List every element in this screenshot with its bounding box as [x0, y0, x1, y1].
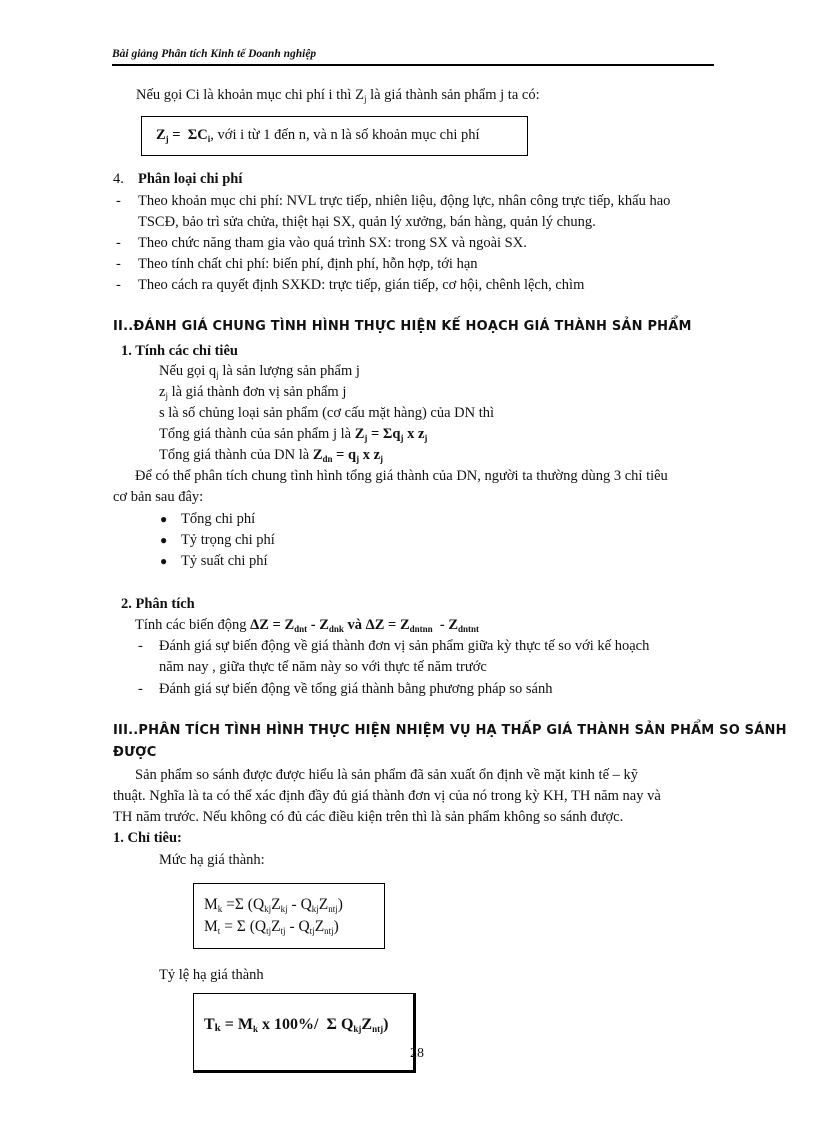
- section3-para: Sản phẩm so sánh được được hiểu là sản phẩm đã sản xuất ổn định về mặt kinh tế – kỹ: [135, 767, 639, 783]
- header-title: Bài giảng Phân tích Kinh tế Doanh nghiệp: [112, 48, 317, 60]
- bullet-item: Tổng chi phí: [181, 511, 256, 527]
- dash: -: [138, 638, 143, 654]
- section2-sub1: 1. Tính các chỉ tiêu: [121, 343, 238, 359]
- classification-number: 4.: [113, 171, 124, 187]
- bullet-icon: ●: [160, 512, 168, 526]
- section2-line: s là số chủng loại sản phẩm (cơ cấu mặt hàng) của DN thì: [159, 405, 495, 421]
- formula-mk: $M_k =\Sigma$ $(Q_{kj}Z_{kj} - Q_{kj}Z_{ntj})$: [204, 896, 343, 914]
- classification-item: Theo tính chất chi phí: biến phí, định phí, hỗn hợp, tới hạn: [138, 256, 478, 272]
- dash: -: [116, 277, 121, 293]
- section2-line: $z_j$ là giá thành đơn vị sản phẩm j: [159, 384, 347, 401]
- dash: -: [138, 681, 143, 697]
- bullet-item: Tỷ trọng chi phí: [181, 532, 275, 548]
- dash: -: [116, 235, 121, 251]
- section3-sub1: 1. Chỉ tiêu:: [113, 830, 182, 846]
- dash: -: [116, 193, 121, 209]
- section3-heading-cont: ĐƯỢC: [113, 745, 157, 760]
- classification-item: Theo chức năng tham gia vào quá trình SX: trong SX và ngoài SX.: [138, 235, 527, 251]
- formula-tk: $Tk = M_k$ x 100%/ Σ $Q_{kj}Z_{ntj}$): [204, 1016, 389, 1034]
- formula-zj: $Z_j = \Sigma C_i$, với i từ 1 đến n, và n là số khoản mục chi phí: [156, 127, 480, 144]
- reduction-label: Mức hạ giá thành:: [159, 852, 265, 868]
- dash: -: [116, 256, 121, 272]
- section3-para: TH năm trước. Nếu không có đủ các điều kiện trên thì là sản phẩm không so sánh được.: [113, 809, 624, 825]
- eval-item: năm nay , giữa thực tế năm này so với thực tế năm trước: [159, 659, 487, 675]
- section3-para: thuật. Nghĩa là ta có thể xác định đầy đủ giá thành đơn vị của nó trong kỳ KH, TH năm nay và: [113, 788, 661, 804]
- bullet-icon: ●: [160, 533, 168, 547]
- classification-item: TSCĐ, bảo trì sửa chửa, thiệt hại SX, quản lý xưởng, bán hàng, quản lý chung.: [138, 214, 596, 230]
- total-product-line: Tổng giá thành của sản phẩm j là $Z_j = \Sigma q_j$ x $z_j$: [159, 426, 428, 443]
- page-number: 28: [410, 1046, 424, 1061]
- variation-line: Tính các biến động $\Delta Z = Z_{dnt} - Z_{dnk}$ và $\Delta Z = Z_{dntnn} - Z_{dntnt}$: [135, 617, 480, 634]
- classification-item: Theo cách ra quyết định SXKD: trực tiếp, gián tiếp, cơ hội, chênh lệch, chìm: [138, 277, 585, 293]
- section3-heading: III..PHÂN TÍCH TÌNH HÌNH THỰC HIỆN NHIỆM VỤ HẠ THẤP GIÁ THÀNH SẢN PHẨM SO SÁNH: [113, 723, 787, 738]
- section2-line: Nếu gọi $q_j$ là sản lượng sản phẩm j: [159, 363, 360, 380]
- classification-item: Theo khoản mục chi phí: NVL trực tiếp, nhiên liệu, động lực, nhân công trực tiếp, khấu hao: [138, 193, 671, 209]
- section2-para: Để có thể phân tích chung tình hình tổng giá thành của DN, người ta thường dùng 3 chỉ tiêu: [135, 468, 668, 484]
- total-dn-line: Tổng giá thành của DN là $Z_{dn} = q_j$ x $z_j$: [159, 447, 384, 464]
- section2-para: cơ bản sau đây:: [113, 489, 204, 505]
- formula-mt: $M_t = \Sigma$ $(Q_{tj}Z_{tj} - Q_{tj}Z_{ntj})$: [204, 918, 339, 936]
- section2-sub2: 2. Phân tích: [121, 596, 195, 612]
- eval-item: Đánh giá sự biến động về tổng giá thành bằng phương pháp so sánh: [159, 681, 553, 697]
- classification-title: Phân loại chi phí: [138, 171, 243, 187]
- bullet-icon: ●: [160, 554, 168, 568]
- bullet-item: Tỷ suất chi phí: [181, 553, 268, 569]
- header-rule: [112, 64, 714, 66]
- section2-heading: II..ĐÁNH GIÁ CHUNG TÌNH HÌNH THỰC HIỆN KẾ HOẠCH GIÁ THÀNH SẢN PHẨM: [113, 319, 692, 334]
- intro-text: Nếu gọi Ci là khoản mục chi phí i thì $Z_j$ là giá thành sản phẩm j ta có:: [136, 87, 540, 104]
- ratio-label: Tỷ lệ hạ giá thành: [159, 967, 264, 983]
- eval-item: Đánh giá sự biến động về giá thành đơn vị sản phẩm giữa kỳ thực tế so với kế hoạch: [159, 638, 650, 654]
